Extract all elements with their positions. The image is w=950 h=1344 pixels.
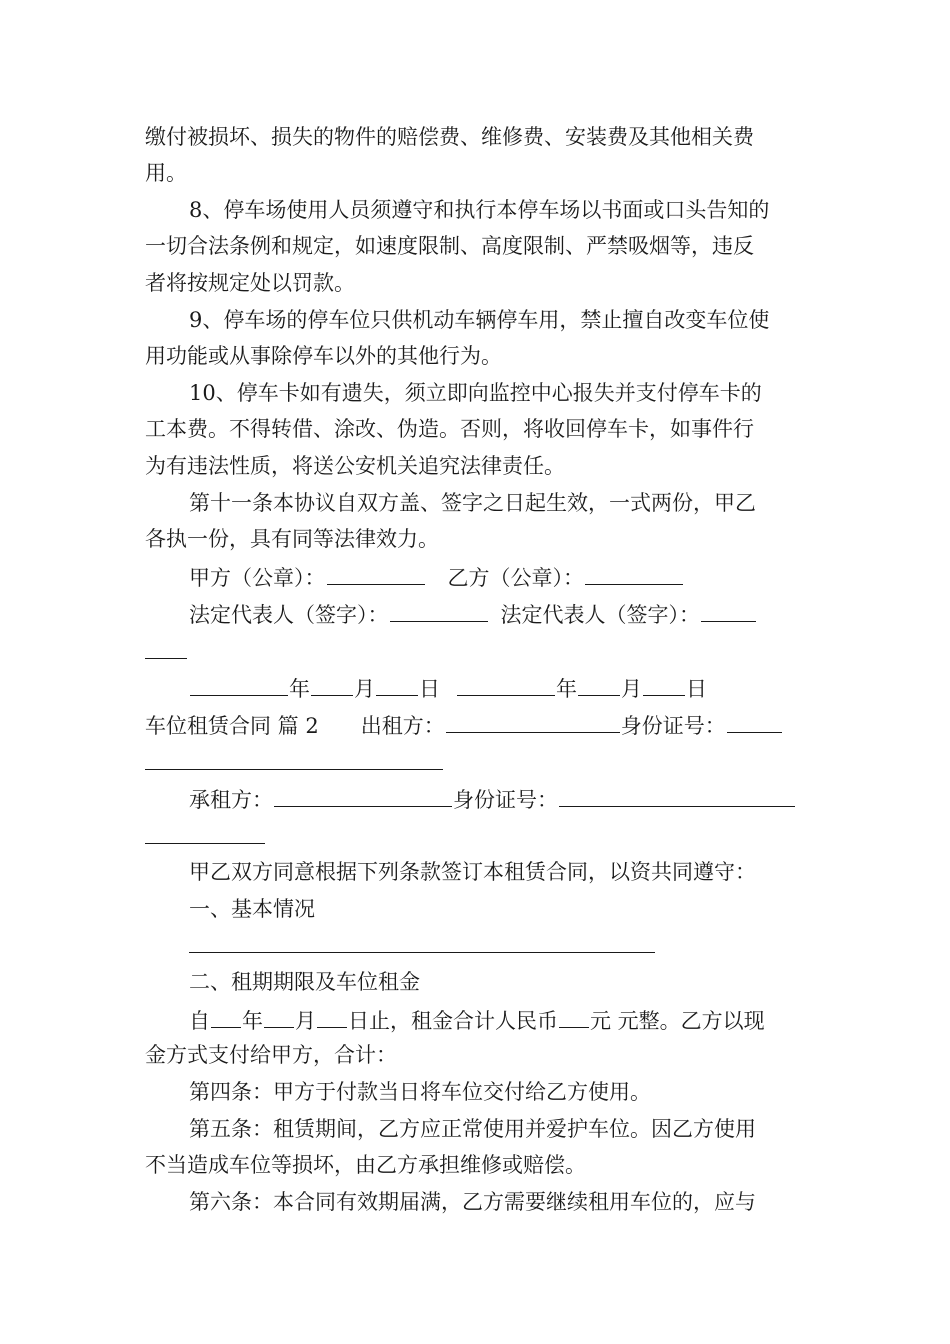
rent-line-2: 金方式支付给甲方，合计： bbox=[145, 1043, 397, 1067]
lessee-id-blank[interactable] bbox=[559, 788, 795, 807]
rent-yuan-label: 元 元整。乙方以现 bbox=[590, 1009, 765, 1033]
rent-line bbox=[189, 1009, 765, 1032]
para-10-line-1: 10、停车卡如有遗失，须立即向监控中心报失并支付停车卡的 bbox=[189, 381, 762, 405]
rep-b-label: 法定代表人（签字）： bbox=[500, 603, 700, 627]
contract2-lessor-line bbox=[145, 714, 783, 737]
year-b-blank[interactable] bbox=[457, 677, 555, 696]
party-a-seal-blank[interactable] bbox=[327, 566, 425, 585]
rep-b-blank[interactable] bbox=[701, 603, 756, 622]
representative-line bbox=[189, 603, 757, 626]
para-8-line-3: 者将按规定处以罚款。 bbox=[145, 271, 355, 295]
article-6-line-1: 第六条：本合同有效期届满，乙方需要继续租用车位的，应与 bbox=[189, 1190, 756, 1214]
section-1-heading: 一、基本情况 bbox=[189, 897, 315, 921]
lessee-id-blank-cont[interactable] bbox=[145, 843, 265, 844]
lessee-id-label: 身份证号： bbox=[453, 788, 558, 812]
rep-a-label: 法定代表人（签字）： bbox=[189, 603, 389, 627]
article-11-line-2: 各执一份，具有同等法律效力。 bbox=[145, 527, 439, 551]
rent-from-label: 自 bbox=[189, 1009, 210, 1033]
year-b-label: 年 bbox=[556, 677, 577, 701]
article-5-line-2: 不当造成车位等损坏，由乙方承担维修或赔偿。 bbox=[145, 1153, 586, 1177]
para-9-line-1: 9、停车场的停车位只供机动车辆停车用，禁止擅自改变车位使 bbox=[189, 308, 770, 332]
para-9-line-2: 用功能或从事除停车以外的其他行为。 bbox=[145, 344, 502, 368]
month-a-blank[interactable] bbox=[311, 677, 353, 696]
lessor-id-label: 身份证号： bbox=[620, 714, 726, 738]
basic-info-blank[interactable] bbox=[189, 952, 655, 953]
contract2-intro: 甲乙双方同意根据下列条款签订本租赁合同，以资共同遵守： bbox=[189, 860, 756, 884]
month-b-blank[interactable] bbox=[578, 677, 620, 696]
party-a-seal-label: 甲方（公章）： bbox=[189, 566, 326, 590]
month-a-label: 月 bbox=[354, 677, 375, 701]
para-7-line-2: 用。 bbox=[145, 161, 187, 185]
lessee-blank[interactable] bbox=[274, 788, 452, 807]
rep-b-blank-wrap[interactable] bbox=[145, 658, 187, 659]
lessee-line bbox=[189, 788, 796, 811]
article-5-line-1: 第五条：租赁期间，乙方应正常使用并爱护车位。因乙方使用 bbox=[189, 1117, 756, 1141]
lessor-id-blank[interactable] bbox=[727, 714, 782, 733]
lessor-id-blank-cont[interactable] bbox=[145, 769, 443, 770]
rent-day-blank[interactable] bbox=[317, 1009, 347, 1028]
rent-until-label: 日止，租金合计人民币 bbox=[348, 1009, 558, 1033]
contract2-title: 车位租赁合同 篇 2 bbox=[145, 714, 319, 738]
rep-a-blank[interactable] bbox=[390, 603, 488, 622]
para-10-line-2: 工本费。不得转借、涂改、伪造。否则，将收回停车卡，如事件行 bbox=[145, 417, 754, 441]
rent-month-blank[interactable] bbox=[264, 1009, 294, 1028]
article-4: 第四条：甲方于付款当日将车位交付给乙方使用。 bbox=[189, 1080, 651, 1104]
section-2-heading: 二、租期期限及车位租金 bbox=[189, 970, 420, 994]
day-a-label: 日 bbox=[419, 677, 440, 701]
day-b-blank[interactable] bbox=[643, 677, 685, 696]
party-b-seal-label: 乙方（公章）： bbox=[447, 566, 584, 590]
year-a-label: 年 bbox=[289, 677, 310, 701]
day-b-label: 日 bbox=[686, 677, 707, 701]
lessor-label: 出租方： bbox=[360, 714, 445, 738]
day-a-blank[interactable] bbox=[376, 677, 418, 696]
lessee-label: 承租方： bbox=[189, 788, 273, 812]
para-8-line-1: 8、停车场使用人员须遵守和执行本停车场以书面或口头告知的 bbox=[189, 198, 770, 222]
rent-amount-blank[interactable] bbox=[559, 1009, 589, 1028]
rent-year-label: 年 bbox=[242, 1009, 263, 1033]
para-10-line-3: 为有违法性质，将送公安机关追究法律责任。 bbox=[145, 454, 565, 478]
seal-line bbox=[189, 566, 684, 589]
rent-month-label: 月 bbox=[295, 1009, 316, 1033]
date-line bbox=[189, 677, 707, 700]
month-b-label: 月 bbox=[621, 677, 642, 701]
year-a-blank[interactable] bbox=[190, 677, 288, 696]
rent-year-blank[interactable] bbox=[211, 1009, 241, 1028]
article-11-line-1: 第十一条本协议自双方盖、签字之日起生效，一式两份，甲乙 bbox=[189, 491, 756, 515]
para-7-line-1: 缴付被损坏、损失的物件的赔偿费、维修费、安装费及其他相关费 bbox=[145, 125, 754, 149]
party-b-seal-blank[interactable] bbox=[585, 566, 683, 585]
para-8-line-2: 一切合法条例和规定，如速度限制、高度限制、严禁吸烟等，违反 bbox=[145, 234, 754, 258]
lessor-blank[interactable] bbox=[446, 714, 620, 733]
